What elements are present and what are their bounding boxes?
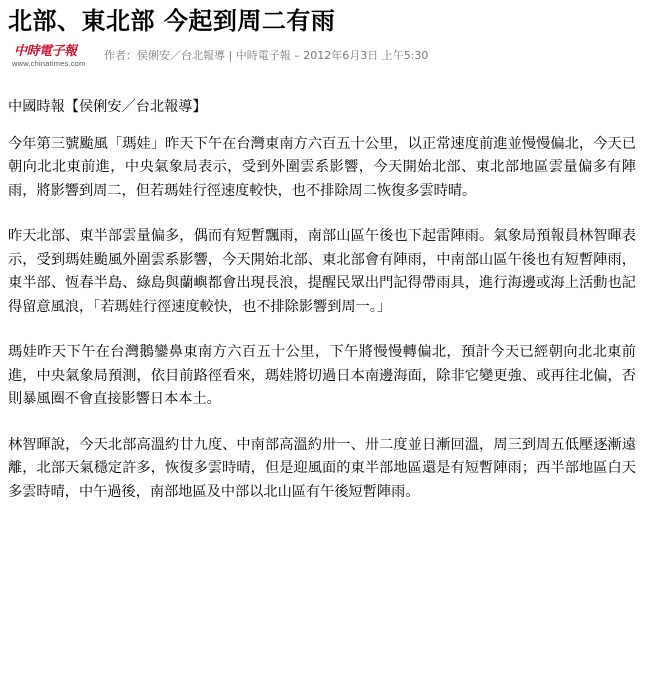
article-meta [8,42,638,70]
logo-name: 中時電子報 [14,44,77,59]
article-body [8,96,636,526]
article-source-line: 中國時報【侯俐安／台北報導】 [8,99,207,115]
author-name[interactable]: 侯俐安／台北報導 [137,49,225,62]
author-label: 作者： [104,49,137,62]
byline-separator: | [225,49,236,62]
byline [104,48,428,64]
article-paragraph: 今年第三號颱風「瑪娃」昨天下午在台灣東南方六百五十公里，以正常速度前進並慢慢偏北，今天已朝向北北東前進，中央氣象局表示，受到外圍雲系影響，今天開始北部、東北部地區雲量偏多有陣雨，將影響到周二，但若瑪娃行徑速度較快，也不排除周二恢復多雲時晴。 [8,135,636,199]
logo-url: www.chinatimes.com [12,59,86,68]
byline-separator: – [290,49,304,62]
article-headline: 北部、東北部 今起到周二有雨 [8,7,336,35]
article-paragraph: 瑪娃昨天下午在台灣鵝鑾鼻東南方六百五十公里，下午將慢慢轉偏北，預計今天已經朝向北北東前進，中央氣象局預測，依目前路徑看來，瑪娃將切過日本南邊海面，除非它變更強、或再往北偏，否則暴風圈不會直接影響日本本土。 [8,344,636,407]
article-paragraph: 昨天北部、東半部雲量偏多，偶而有短暫飄雨，南部山區午後也下起雷陣雨。氣象局預報員林智暉表示，受到瑪娃颱風外圍雲系影響，今天開始北部、東北部會有陣雨，中南部山區午後也有短暫陣雨，東半部、恆春半島、綠島與蘭嶼都會出現長浪，提醒民眾出門記得帶雨具，進行海邊或海上活動也記得留意風浪，「若瑪娃行徑速度較快，也不排除影響到周一。」 [8,228,636,315]
publish-datetime: 2012年6月3日 上午5:30 [303,49,429,62]
article-paragraph: 林智暉說，今天北部高溫約廿九度、中南部高溫約卅一、卅二度並日漸回溫，周三到周五低壓逐漸遠離，北部天氣穩定許多，恢復多雲時晴，但是迎風面的東半部地區還是有短暫陣雨；西半部地區白天多雲時晴，中午過後，南部地區及中部以北山區有午後短暫陣雨。 [8,436,636,500]
chinatimes-logo[interactable] [10,44,92,68]
source-name[interactable]: 中時電子報 [235,49,291,62]
